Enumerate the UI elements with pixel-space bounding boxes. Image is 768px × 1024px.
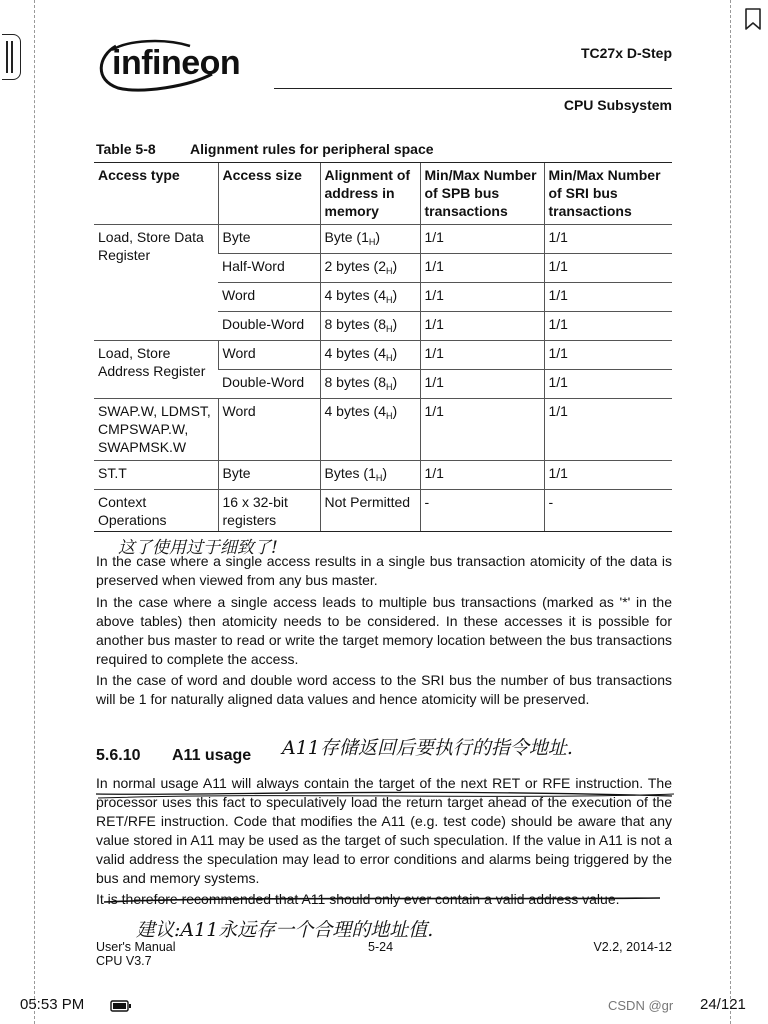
paragraph: In the case where a single access leads to multiple bus transactions (marked as '*' in the above tables) then atomicity needs to be considered. In these accesses it is possible for another bus master to read or write the target memory location between the bus transactions required to complete the access. <box>96 594 672 667</box>
cell-access-size: Word <box>218 399 320 461</box>
footer-cpu-version: CPU V3.7 <box>96 954 152 968</box>
doc-title: TC27x D-Step <box>580 45 672 61</box>
cell-alignment: 4 bytes $(4_H)$ <box>320 283 420 312</box>
right-margin-guide <box>730 0 731 1024</box>
align-subscript: H <box>385 266 393 276</box>
col-header: Min/Max Number of SRI bus transactions <box>544 163 672 225</box>
align-value: 4 bytes (4 <box>324 287 386 303</box>
cell-access-size: Word <box>218 341 320 370</box>
handwritten-note: 建议:A11永远存一个合理的地址值. <box>136 919 434 941</box>
bookmark-icon[interactable] <box>744 8 762 30</box>
cell-access-type: Context Operations <box>94 490 218 532</box>
footer-manual: User's Manual <box>96 940 176 954</box>
logo-wordmark: infineon <box>112 44 241 82</box>
align-value: Bytes (1 <box>324 465 376 481</box>
cell-sri: 1/1 <box>544 283 672 312</box>
align-value: Byte (1 <box>324 229 369 245</box>
cell-spb: 1/1 <box>420 399 544 461</box>
header-rule <box>274 88 672 89</box>
cell-access-size: 16 x 32-bit registers <box>218 490 320 532</box>
cell-alignment: 2 bytes $(2_H)$ <box>320 254 420 283</box>
cell-access-size: Double-Word <box>218 370 320 399</box>
footer-page-number: 5-24 <box>368 940 394 954</box>
table-row <box>94 490 672 532</box>
table-row <box>94 399 672 461</box>
paragraph: It is therefore recommended that A11 should only ever contain a valid address value. <box>96 891 620 907</box>
align-subscript: H <box>385 353 393 363</box>
align-value: 8 bytes (8 <box>324 316 386 332</box>
cell-sri: 1/1 <box>544 341 672 370</box>
table-header-row <box>94 163 672 225</box>
col-header: Min/Max Number of SPB bus transactions <box>420 163 544 225</box>
cell-sri: 1/1 <box>544 461 672 490</box>
align-value: 8 bytes (8 <box>324 374 386 390</box>
cell-access-type: Load, Store Data Register <box>94 225 218 341</box>
cell-alignment: Byte $(1_H)$ <box>320 225 420 254</box>
cell-access-size: Double-Word <box>218 312 320 341</box>
cell-access-size: Byte <box>218 461 320 490</box>
table-row <box>94 341 672 370</box>
section-heading-a11 <box>96 747 251 765</box>
align-subscript: H <box>385 411 393 421</box>
cell-alignment: Bytes $(1_H)$ <box>320 461 420 490</box>
cell-access-type: ST.T <box>94 461 218 490</box>
left-margin-guide <box>34 0 35 1024</box>
handwritten-note: A11存储返回后要执行的指令地址. <box>282 737 573 759</box>
cell-access-type: Load, Store Address Register <box>94 341 218 399</box>
align-subscript: H <box>385 324 393 334</box>
cell-spb: 1/1 <box>420 312 544 341</box>
align-subscript: H <box>375 473 383 483</box>
align-value: 4 bytes (4 <box>324 345 386 361</box>
cell-sri: 1/1 <box>544 399 672 461</box>
cell-spb: - <box>420 490 544 532</box>
cell-sri: - <box>544 490 672 532</box>
cell-alignment: Not Permitted <box>320 490 420 532</box>
section-number: 5.6.10 <box>96 747 141 764</box>
align-value: 2 bytes (2 <box>324 258 386 274</box>
cell-sri: 1/1 <box>544 225 672 254</box>
footer-left <box>96 940 176 968</box>
side-menu-handle[interactable] <box>2 34 21 80</box>
cell-spb: 1/1 <box>420 225 544 254</box>
cell-alignment: 4 bytes $(4_H)$ <box>320 399 420 461</box>
paragraph: In the case where a single access results in a single bus transaction atomicity of the data is preserved when viewed from any bus master. <box>96 553 672 588</box>
cell-alignment: 8 bytes $(8_H)$ <box>320 370 420 399</box>
page-indicator: 24/121 <box>700 996 746 1013</box>
cell-spb: 1/1 <box>420 370 544 399</box>
align-subscript: H <box>368 237 376 247</box>
cell-sri: 1/1 <box>544 370 672 399</box>
battery-icon <box>110 1000 132 1012</box>
cell-spb: 1/1 <box>420 341 544 370</box>
cell-spb: 1/1 <box>420 254 544 283</box>
table-caption <box>96 141 434 157</box>
table-number: Table 5-8 <box>96 141 156 157</box>
cell-alignment: 4 bytes $(4_H)$ <box>320 341 420 370</box>
grip-line <box>6 41 8 73</box>
cell-access-size: Word <box>218 283 320 312</box>
col-header: Access type <box>94 163 218 225</box>
cell-spb: 1/1 <box>420 461 544 490</box>
col-header: Access size <box>218 163 320 225</box>
cell-access-type: SWAP.W, LDMST, CMPSWAP.W, SWAPMSK.W <box>94 399 218 461</box>
cell-sri: 1/1 <box>544 312 672 341</box>
section-title: A11 usage <box>172 747 252 764</box>
footer-doc-version: V2.2, 2014-12 <box>593 940 672 954</box>
table-row <box>94 461 672 490</box>
cell-access-size: Half-Word <box>218 254 320 283</box>
grip-line <box>11 41 13 73</box>
alignment-rules-table <box>94 162 672 532</box>
table-title: Alignment rules for peripheral space <box>190 141 434 157</box>
clock: 05:53 PM <box>20 996 85 1013</box>
align-value: 4 bytes (4 <box>324 403 386 419</box>
cell-access-size: Byte <box>218 225 320 254</box>
cell-alignment: 8 bytes $(8_H)$ <box>320 312 420 341</box>
cell-spb: 1/1 <box>420 283 544 312</box>
handwritten-note: 这了使用过于细致了! <box>118 538 278 558</box>
paragraph: In the case of word and double word access to the SRI bus the number of bus transactions will be 1 for naturally aligned data values and hence atomicity will be preserved. <box>96 672 672 707</box>
table-row <box>94 225 672 254</box>
section-heading: CPU Subsystem <box>563 97 672 113</box>
cell-sri: 1/1 <box>544 254 672 283</box>
align-subscript: H <box>385 295 393 305</box>
paragraph: In normal usage A11 will always contain the target of the next RET or RFE instruction. The processor uses this fact to speculatively load the return target ahead of the execution of the RET/RFE instruction. Code that modifies the A11 (e.g. test code) should be aware that any value stored in A11 may be used as the target of such speculation. If the value in A11 is not a valid address the speculation may lead to error conditions and alarms being triggered by the bus and memory systems. <box>96 775 672 886</box>
watermark: CSDN @gr <box>608 998 674 1013</box>
align-subscript: H <box>385 382 393 392</box>
col-header: Alignment of address in memory <box>320 163 420 225</box>
